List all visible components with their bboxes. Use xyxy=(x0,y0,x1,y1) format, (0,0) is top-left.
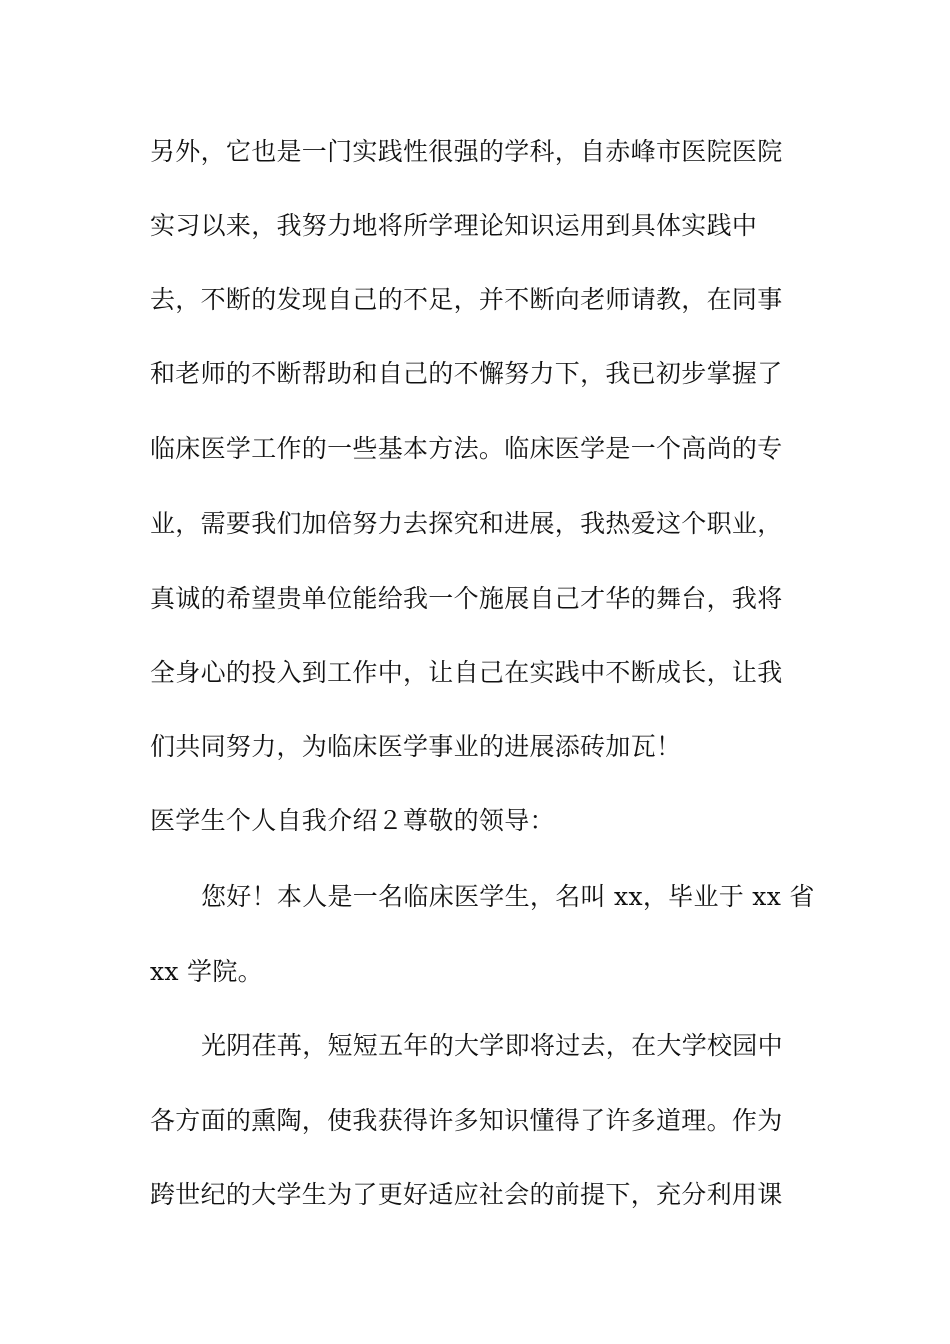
text-line: 真诚的希望贵单位能给我一个施展自己才华的舞台，我将 xyxy=(150,584,783,613)
section-heading: 医学生个人自我介绍２尊敬的领导： xyxy=(150,806,555,835)
text-line: 去，不断的发现自己的不足，并不断向老师请教，在同事 xyxy=(150,285,783,314)
text-line: 实习以来，我努力地将所学理论知识运用到具体实践中 xyxy=(150,211,758,240)
text-line: 跨世纪的大学生为了更好适应社会的前提下，充分利用课 xyxy=(150,1180,783,1209)
text-line: 和老师的不断帮助和自己的不懈努力下，我已初步掌握了 xyxy=(150,359,783,388)
text-line: 各方面的熏陶，使我获得许多知识懂得了许多道理。作为 xyxy=(150,1106,783,1135)
text-line: 临床医学工作的一些基本方法。临床医学是一个高尚的专 xyxy=(150,434,783,463)
text-line: 们共同努力，为临床医学事业的进展添砖加瓦！ xyxy=(150,732,682,761)
text-line: 您好！本人是一名临床医学生，名叫 xx，毕业于 xx 省 xyxy=(201,882,815,911)
text-line: 业，需要我们加倍努力去探究和进展，我热爱这个职业， xyxy=(150,509,783,538)
text-line: 光阴荏苒，短短五年的大学即将过去，在大学校园中 xyxy=(201,1031,783,1060)
text-line: xx 学院。 xyxy=(150,957,263,986)
text-line: 全身心的投入到工作中，让自己在实践中不断成长，让我 xyxy=(150,658,783,687)
text-line: 另外，它也是一门实践性很强的学科，自赤峰市医院医院 xyxy=(150,137,783,166)
